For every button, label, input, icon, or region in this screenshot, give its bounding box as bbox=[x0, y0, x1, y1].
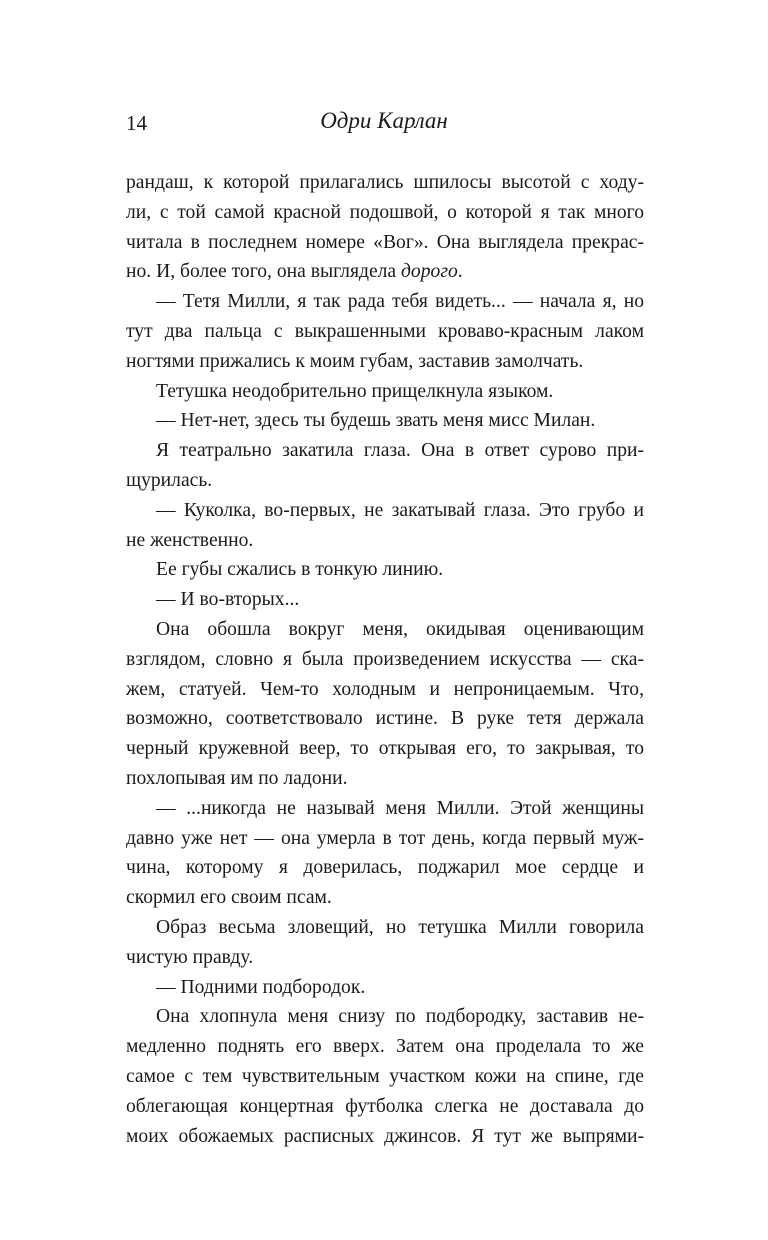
text-line bbox=[126, 377, 644, 407]
text-line-content: но. И, более того, она выглядела bbox=[126, 261, 402, 283]
text-line-content: давно уже нет — она умерла в тот день, когда первый муж- bbox=[126, 827, 644, 849]
text-line bbox=[126, 555, 644, 585]
text-line-content: Образ весьма зловещий, но тетушка Милли говорила bbox=[156, 916, 644, 938]
text-line bbox=[126, 675, 644, 705]
text-line bbox=[126, 1122, 644, 1152]
text-line bbox=[126, 347, 644, 377]
text-line-content: тут два пальца с выкрашенными кроваво-красным лаком bbox=[126, 320, 644, 342]
page-number: 14 bbox=[126, 111, 147, 135]
body-text bbox=[126, 168, 644, 1151]
text-line-tail: . bbox=[457, 261, 463, 283]
text-line-content: черный кружевной веер, то открывая его, то закрывая, то bbox=[126, 738, 644, 760]
text-line-content: — Подними подбородок. bbox=[156, 976, 366, 998]
text-line-content: моих обожаемых расписных джинсов. Я тут же выпрями- bbox=[126, 1125, 644, 1147]
text-line bbox=[126, 228, 644, 258]
text-line-content: Тетушка неодобрительно прищелкнула языком. bbox=[156, 380, 554, 402]
text-line bbox=[126, 1062, 644, 1092]
text-line bbox=[126, 585, 644, 615]
text-line-content: не женственно. bbox=[126, 529, 254, 551]
text-line bbox=[126, 764, 644, 794]
text-line bbox=[126, 496, 644, 526]
text-line-content: — Куколка, во-первых, не закатывай глаза. Это грубо и bbox=[156, 499, 644, 521]
text-line-content: взглядом, словно я была произведением искусства — ска- bbox=[126, 648, 644, 670]
text-line-content: чина, которому я доверилась, поджарил мое сердце и bbox=[126, 857, 644, 879]
text-line bbox=[126, 973, 644, 1003]
text-line-content: похлопывая им по ладони. bbox=[126, 767, 348, 789]
text-line bbox=[126, 287, 644, 317]
text-line bbox=[126, 168, 644, 198]
text-line bbox=[126, 853, 644, 883]
text-line-content: — И во-вторых... bbox=[156, 589, 300, 611]
text-line-content: щурилась. bbox=[126, 469, 213, 491]
text-line-content: облегающая концертная футболка слегка не доставала до bbox=[126, 1095, 644, 1117]
text-line-content: — Тетя Милли, я так рада тебя видеть... — начала я, но bbox=[156, 291, 644, 313]
text-line bbox=[126, 615, 644, 645]
text-line bbox=[126, 943, 644, 973]
text-line-content: читала в последнем номере «Вог». Она выглядела прекрас- bbox=[126, 231, 644, 253]
text-line bbox=[126, 824, 644, 854]
text-line bbox=[126, 406, 644, 436]
text-line-content: Она хлопнула меня снизу по подбородку, заставив не- bbox=[156, 1006, 644, 1028]
text-line bbox=[126, 794, 644, 824]
text-line bbox=[126, 436, 644, 466]
text-line bbox=[126, 1092, 644, 1122]
text-line bbox=[126, 883, 644, 913]
text-line-content: Она обошла вокруг меня, окидывая оценивающим bbox=[156, 618, 644, 640]
text-line bbox=[126, 526, 644, 556]
text-line-content: — Нет-нет, здесь ты будешь звать меня мисс Милан. bbox=[156, 410, 596, 432]
text-line-content: медленно поднять его вверх. Затем она проделала то же bbox=[126, 1036, 644, 1058]
text-line-content: — ...никогда не называй меня Милли. Этой женщины bbox=[156, 797, 644, 819]
text-line bbox=[126, 466, 644, 496]
text-line-content: скормил его своим псам. bbox=[126, 887, 332, 909]
text-line bbox=[126, 734, 644, 764]
text-line-content: возможно, соответствовало истине. В руке тетя держала bbox=[126, 708, 644, 730]
emphasized-word: дорого bbox=[401, 261, 458, 283]
text-line-content: ли, с той самой красной подошвой, о которой я так много bbox=[126, 201, 644, 223]
text-line bbox=[126, 704, 644, 734]
text-line-content: Ее губы сжались в тонкую линию. bbox=[156, 559, 444, 581]
text-line-content: рандаш, к которой прилагались шпилосы высотой с ходу- bbox=[126, 172, 644, 193]
text-line bbox=[126, 1002, 644, 1032]
text-line bbox=[126, 913, 644, 943]
text-line bbox=[126, 1032, 644, 1062]
text-line-content: чистую правду. bbox=[126, 946, 254, 968]
text-line-content: самое с тем чувствительным участком кожи на спине, где bbox=[126, 1065, 644, 1087]
text-line bbox=[126, 257, 644, 287]
running-head-title: Одри Карлан bbox=[320, 108, 448, 133]
text-line bbox=[126, 645, 644, 675]
text-line bbox=[126, 317, 644, 347]
text-line bbox=[126, 198, 644, 228]
text-line-content: ногтями прижались к моим губам, заставив замолчать. bbox=[126, 350, 584, 372]
text-line-content: жем, статуей. Чем-то холодным и непроницаемым. Что, bbox=[126, 678, 644, 700]
text-line-content: Я театрально закатила глаза. Она в ответ сурово при- bbox=[156, 440, 644, 462]
